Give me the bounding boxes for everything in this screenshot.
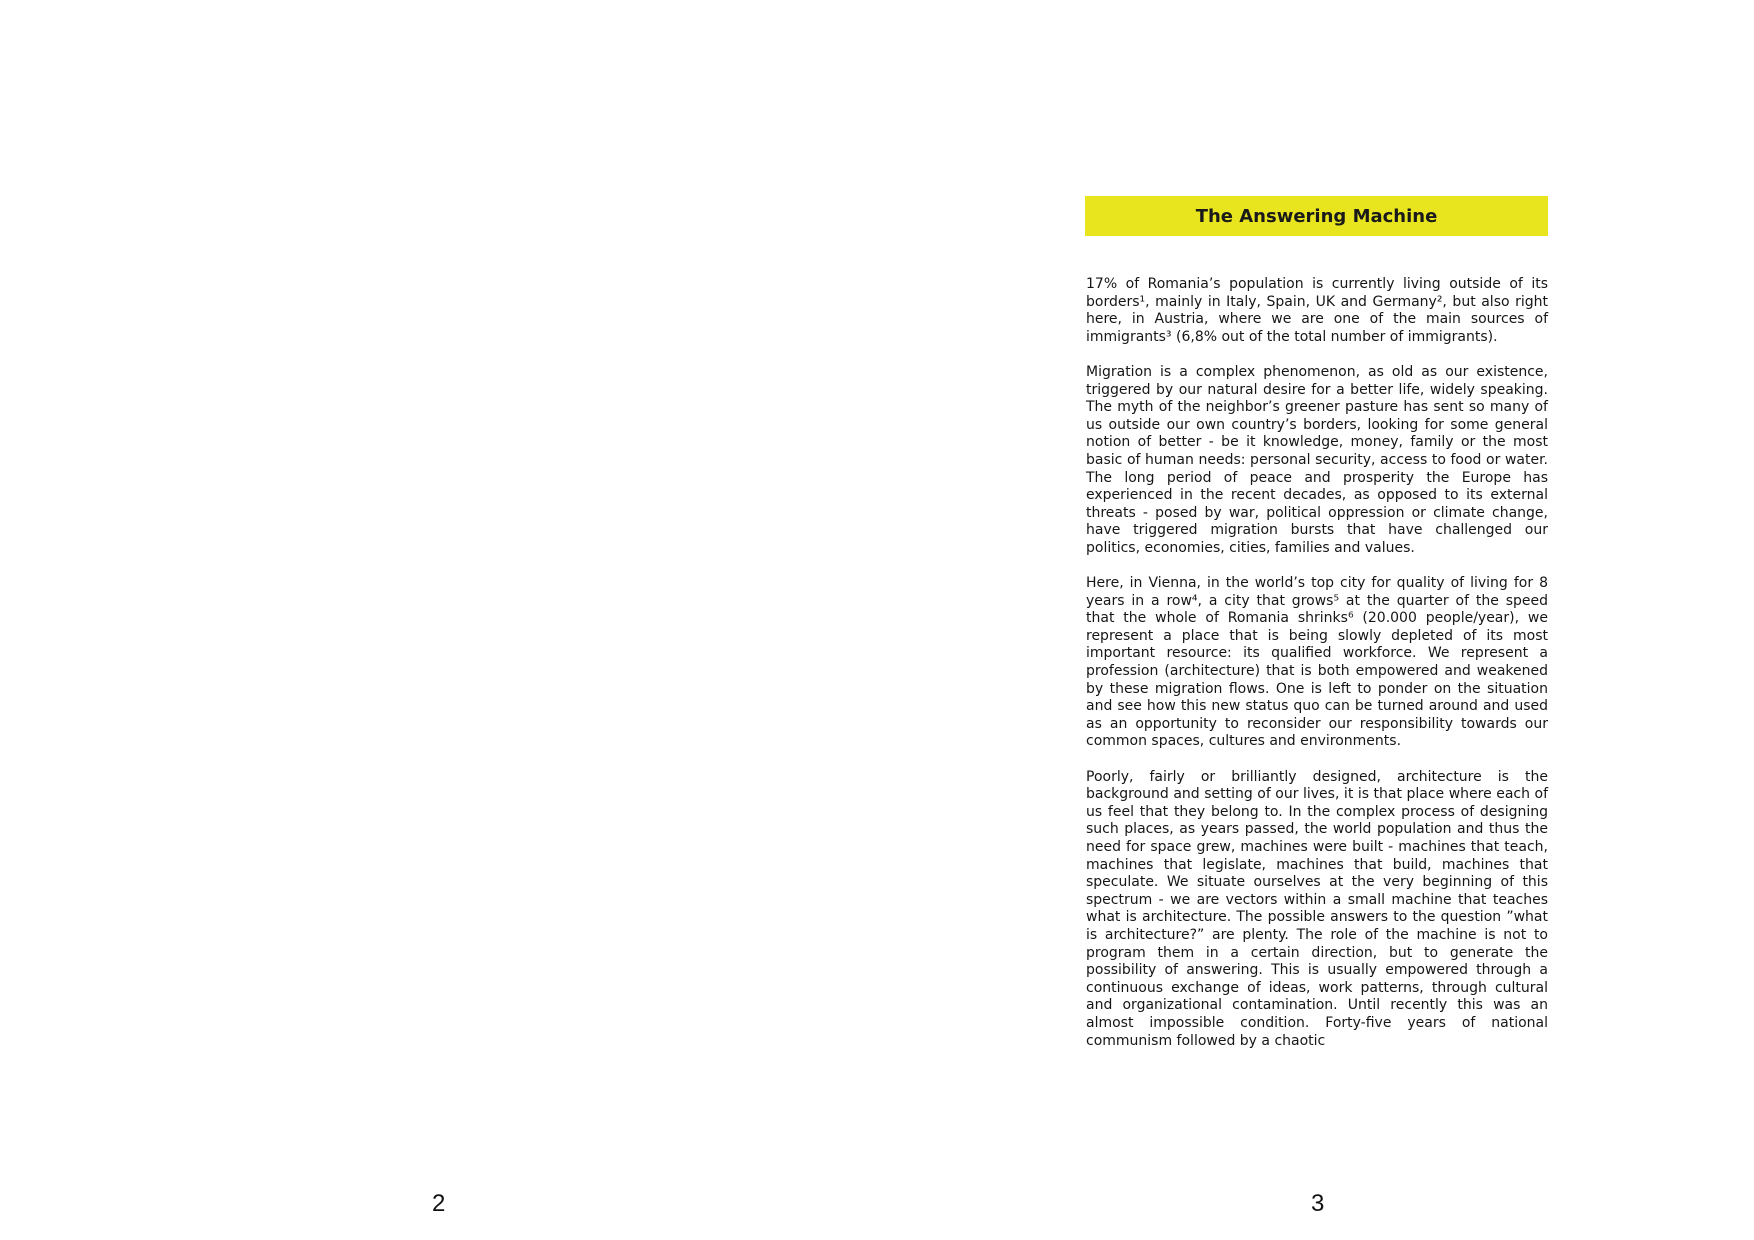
paragraph-3: Here, in Vienna, in the world’s top city for quality of living for 8 years in a row⁴, a city that grows⁵ at the quarter of the speed that the whole of Romania shrinks⁶ (20.000 people/year), we represent a place that is being slowly depleted of its most important resource: its qualified workforce. We represent a profession (architecture) that is both empowered and weakened by these migration flows. One is left to ponder on the situation and see how this new status quo can be turned around and used as an opportunity to reconsider our responsibility towards our common spaces, cultures and environments. xyxy=(1086,575,1548,750)
paragraph-2: Migration is a complex phenomenon, as old as our existence, triggered by our natural desire for a better life, widely speaking. The myth of the neighbor’s greener pasture has sent so many of us outside our own country’s borders, looking for some general notion of better - be it knowledge, money, family or the most basic of human needs: personal security, access to food or water. The long period of peace and prosperity the Europe has experienced in the recent decades, as opposed to its external threats - posed by war, political oppression or climate change, have triggered migration bursts that have challenged our politics, economies, cities, families and values. xyxy=(1086,363,1548,556)
article-title: The Answering Machine xyxy=(1195,205,1438,227)
paragraph-4: Poorly, fairly or brilliantly designed, architecture is the background and setting of our lives, it is that place where each of us feel that they belong to. In the complex process of designing such places, as years passed, the world population and thus the need for space grew, machines were built - machines that teach, machines that legislate, machines that build, machines that speculate. We situate ourselves at the very beginning of this spectrum - we are vectors within a small machine that teaches what is architecture. The possible answers to the question ”what is architecture?” are plenty. The role of the machine is not to program them in a certain direction, but to generate the possibility of answering. This is usually empowered through a continuous exchange of ideas, work patterns, through cultural and organizational contamination. Until recently this was an almost impossible condition. Forty-five years of national communism followed by a chaotic xyxy=(1086,768,1548,1049)
title-banner xyxy=(1085,196,1548,236)
article-body xyxy=(1086,276,1548,1049)
page-number-right: 3 xyxy=(1311,1190,1325,1217)
paragraph-1: 17% of Romania’s population is currently living outside of its borders¹, mainly in Italy, Spain, UK and Germany², but also right here, in Austria, where we are one of the main sources of immigrants³ (6,8% out of the total number of immigrants). xyxy=(1086,276,1548,345)
page-number-left: 2 xyxy=(432,1190,446,1217)
